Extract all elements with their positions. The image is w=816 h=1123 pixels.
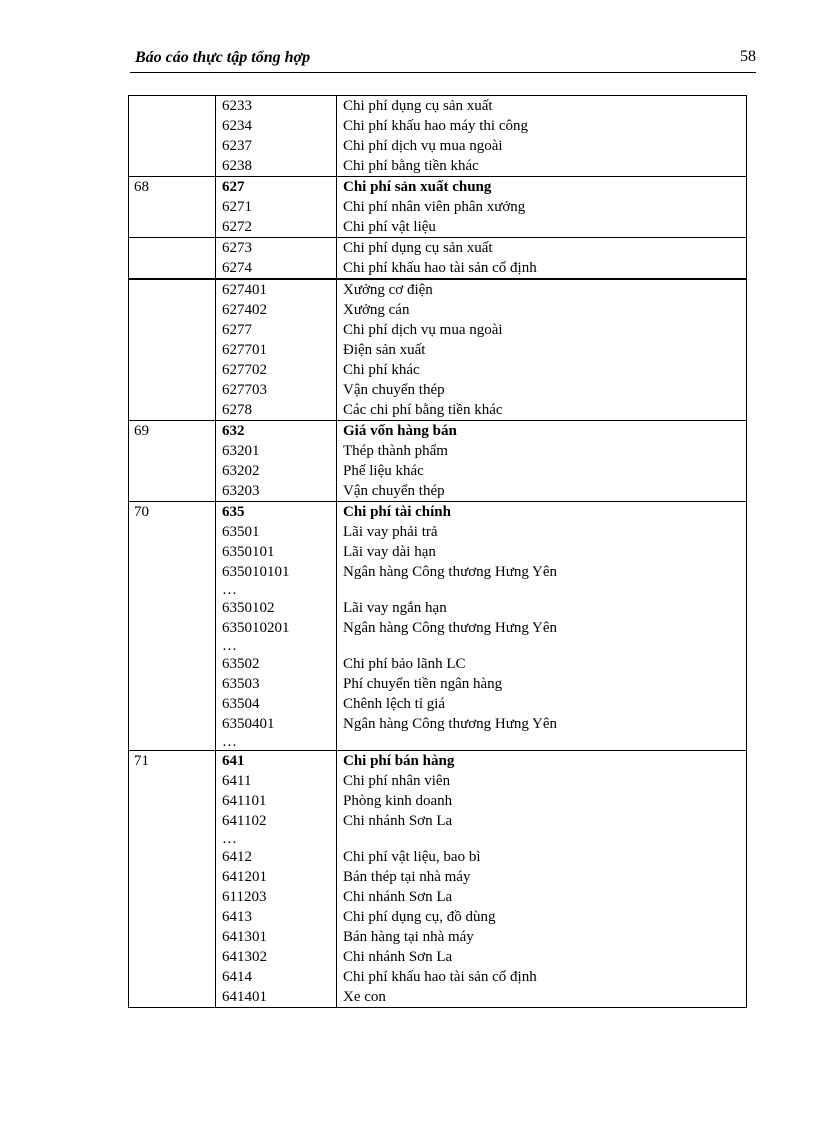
account-code: 6278 [222, 402, 252, 418]
account-name: Thép thành phẩm [343, 443, 448, 459]
account-name: Chi phí khấu hao tài sản cố định [343, 260, 537, 276]
account-name: Phí chuyển tiền ngân hàng [343, 676, 503, 692]
account-name: Xưởng cán [343, 302, 410, 318]
account-name: Chi nhánh Sơn La [343, 813, 453, 829]
account-name: Chênh lệch tỉ giá [343, 696, 446, 712]
account-code-cell [216, 177, 337, 238]
account-code: 63502 [222, 656, 260, 672]
account-name-cell [337, 502, 747, 751]
account-code: 6277 [222, 322, 252, 338]
account-code: 6350401 [222, 716, 275, 732]
account-code-cell [216, 502, 337, 751]
row-number: 71 [134, 753, 149, 769]
table-row [129, 421, 747, 502]
account-code: 641301 [222, 929, 267, 945]
account-code: 627 [222, 179, 245, 195]
account-code: 641101 [222, 793, 267, 809]
account-name: Lãi vay phải trả [343, 524, 438, 540]
account-code-cell [216, 96, 337, 177]
account-code: 641302 [222, 949, 267, 965]
account-code: 641401 [222, 989, 267, 1005]
account-name: Chi phí dụng cụ sản xuất [343, 98, 493, 114]
account-name: Lãi vay ngắn hạn [343, 600, 447, 616]
account-name: Chi phí khác [343, 362, 420, 378]
account-code: 635 [222, 504, 245, 520]
table-row [129, 177, 747, 238]
account-name: Chi nhánh Sơn La [343, 889, 453, 905]
table-row [129, 238, 747, 280]
account-code: 6350101 [222, 544, 275, 560]
ellipsis: … [222, 831, 237, 847]
account-code: 63501 [222, 524, 260, 540]
row-number-cell [129, 421, 216, 502]
account-code: 6411 [222, 773, 252, 789]
page-header [130, 46, 756, 73]
account-name: Chi nhánh Sơn La [343, 949, 453, 965]
account-name: Chi phí vật liệu [343, 219, 436, 235]
account-name: Xe con [343, 989, 386, 1005]
account-code-cell [216, 421, 337, 502]
account-name: Chi phí dịch vụ mua ngoài [343, 138, 503, 154]
row-number: 68 [134, 179, 149, 195]
row-number-cell [129, 751, 216, 1008]
account-code: 6273 [222, 240, 252, 256]
row-number-cell [129, 96, 216, 177]
account-name-cell [337, 96, 747, 177]
account-name: Bán hàng tại nhà máy [343, 929, 474, 945]
account-code: 627703 [222, 382, 267, 398]
account-name: Chi phí tài chính [343, 504, 451, 520]
account-name: Chi phí bán hàng [343, 753, 455, 769]
account-name: Chi phí dịch vụ mua ngoài [343, 322, 503, 338]
account-code: 635010201 [222, 620, 290, 636]
account-code: 6412 [222, 849, 252, 865]
account-code: 6234 [222, 118, 252, 134]
account-name: Chi phí bằng tiền khác [343, 158, 479, 174]
account-name: Vận chuyển thép [343, 382, 445, 398]
account-code: 6413 [222, 909, 252, 925]
account-code: 6414 [222, 969, 252, 985]
account-name: Ngân hàng Công thương Hưng Yên [343, 620, 558, 636]
table-row [129, 751, 747, 1008]
account-code: 63504 [222, 696, 260, 712]
page-number: 58 [740, 48, 756, 65]
account-code: 632 [222, 423, 245, 439]
account-code: 641102 [222, 813, 267, 829]
account-code: 627402 [222, 302, 267, 318]
account-code: 63202 [222, 463, 260, 479]
account-name: Giá vốn hàng bán [343, 423, 457, 439]
account-name: Chi phí vật liệu, bao bì [343, 849, 481, 865]
account-name: Ngân hàng Công thương Hưng Yên [343, 716, 558, 732]
account-name: Chi phí dụng cụ sản xuất [343, 240, 493, 256]
account-code: 63503 [222, 676, 260, 692]
account-name: Chi phí sản xuất chung [343, 179, 492, 195]
account-name: Phòng kinh doanh [343, 793, 453, 809]
ellipsis: … [222, 638, 237, 654]
account-code-cell [216, 751, 337, 1008]
account-name: Chi phí bảo lãnh LC [343, 656, 466, 672]
account-name-cell [337, 279, 747, 421]
ellipsis: … [222, 734, 237, 750]
account-name-cell [337, 751, 747, 1008]
account-code: 6274 [222, 260, 252, 276]
account-code: 6237 [222, 138, 252, 154]
account-code: 6238 [222, 158, 252, 174]
account-code: 611203 [222, 889, 267, 905]
row-number-cell [129, 502, 216, 751]
account-name: Các chi phí bằng tiền khác [343, 402, 503, 418]
ellipsis: … [222, 582, 237, 598]
row-number: 70 [134, 504, 149, 520]
account-code-cell [216, 279, 337, 421]
row-number-cell [129, 238, 216, 280]
report-title: Báo cáo thực tập tổng hợp [135, 49, 311, 66]
account-name: Ngân hàng Công thương Hưng Yên [343, 564, 558, 580]
account-name: Bán thép tại nhà máy [343, 869, 471, 885]
account-name: Chi phí khấu hao máy thi công [343, 118, 528, 134]
account-name: Điện sản xuất [343, 342, 426, 358]
row-number: 69 [134, 423, 149, 439]
account-name: Chi phí dụng cụ, đồ dùng [343, 909, 496, 925]
account-code: 627401 [222, 282, 267, 298]
account-code: 6272 [222, 219, 252, 235]
account-code: 6350102 [222, 600, 275, 616]
account-name: Chi phí nhân viên phân xưởng [343, 199, 526, 215]
account-code: 627702 [222, 362, 267, 378]
account-code: 641 [222, 753, 245, 769]
account-code: 6233 [222, 98, 252, 114]
account-name: Vận chuyển thép [343, 483, 445, 499]
account-name: Xưởng cơ điện [343, 282, 433, 298]
row-number-cell [129, 279, 216, 421]
table-row [129, 279, 747, 421]
row-number-cell [129, 177, 216, 238]
account-name-cell [337, 238, 747, 280]
account-name-cell [337, 177, 747, 238]
account-name: Phế liệu khác [343, 463, 424, 479]
account-code: 6271 [222, 199, 252, 215]
table-row [129, 502, 747, 751]
account-code-cell [216, 238, 337, 280]
account-code: 63201 [222, 443, 260, 459]
account-name: Chi phí khấu hao tài sản cố định [343, 969, 537, 985]
account-table [128, 95, 747, 1008]
account-code: 635010101 [222, 564, 290, 580]
table-row [129, 96, 747, 177]
account-name-cell [337, 421, 747, 502]
account-name: Chi phí nhân viên [343, 773, 451, 789]
account-code: 641201 [222, 869, 267, 885]
account-code: 627701 [222, 342, 267, 358]
account-name: Lãi vay dài hạn [343, 544, 436, 560]
account-code: 63203 [222, 483, 260, 499]
